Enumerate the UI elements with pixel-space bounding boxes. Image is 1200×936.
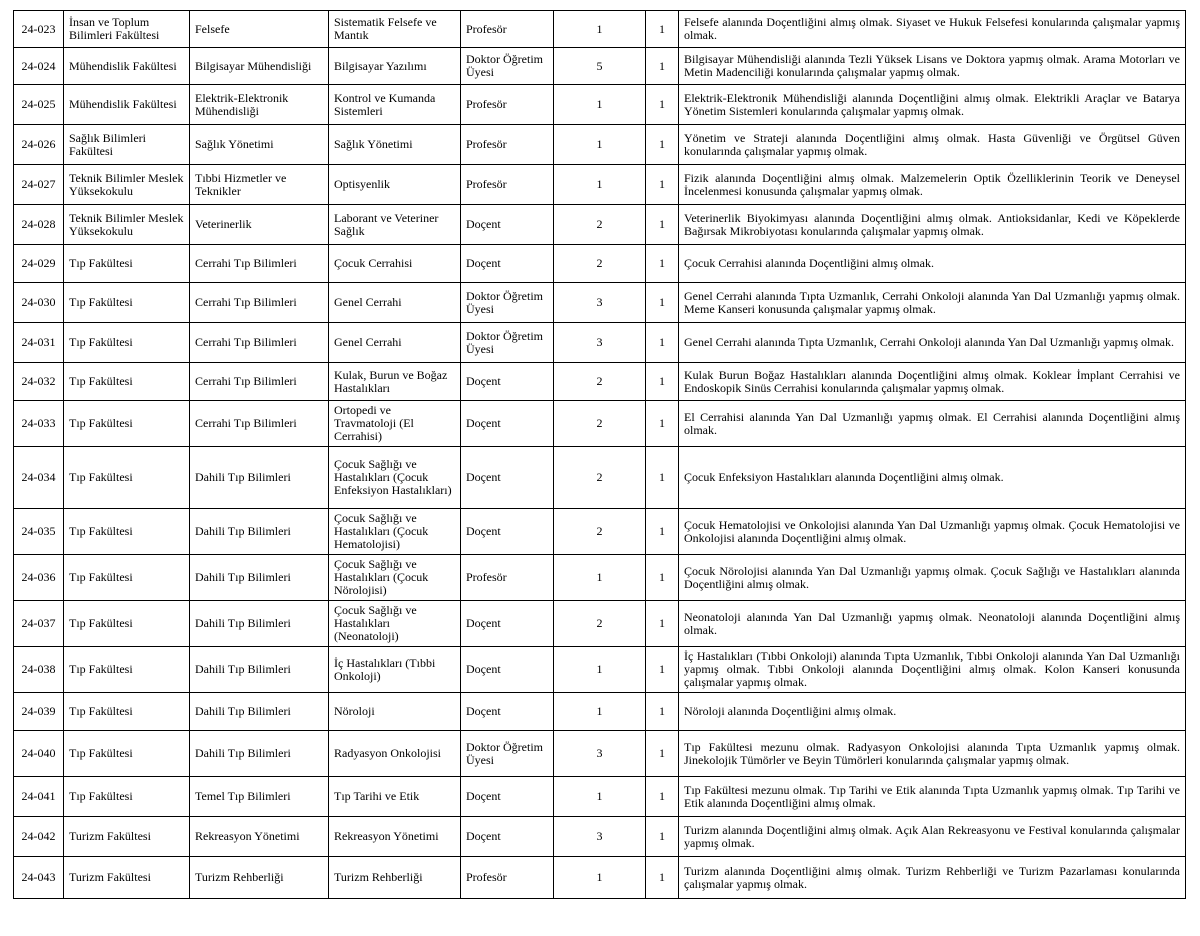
cell-count: 1: [646, 555, 679, 601]
cell-count: 1: [646, 647, 679, 693]
cell-requirement: Bilgisayar Mühendisliği alanında Tezli Yüksek Lisans ve Doktora yapmış olmak. Arama Motorları ve Metin Madenciliği konularında çalışmalar yapmış olmak.: [679, 48, 1186, 85]
cell-code: 24-032: [14, 363, 64, 401]
cell-title: Doçent: [461, 601, 554, 647]
cell-title: Doktor Öğretim Üyesi: [461, 283, 554, 323]
cell-count: 1: [646, 363, 679, 401]
cell-field: Çocuk Sağlığı ve Hastalıkları (Neonatoloji): [329, 601, 461, 647]
cell-count: 1: [646, 165, 679, 205]
cell-department: Dahili Tıp Bilimleri: [190, 601, 329, 647]
cell-faculty: Tıp Fakültesi: [64, 509, 190, 555]
cell-department: Elektrik-Elektronik Mühendisliği: [190, 85, 329, 125]
cell-faculty: Tıp Fakültesi: [64, 647, 190, 693]
cell-count: 1: [646, 245, 679, 283]
cell-requirement: Tıp Fakültesi mezunu olmak. Radyasyon Onkolojisi alanında Tıpta Uzmanlık yapmış olmak. Jinekolojik Tümörler ve Beyin Tümörleri konularında çalışmalar yapmış olmak.: [679, 731, 1186, 777]
cell-code: 24-026: [14, 125, 64, 165]
table-row: [14, 555, 1186, 601]
cell-title: Profesör: [461, 857, 554, 899]
table-row: [14, 245, 1186, 283]
cell-degree-count: 1: [554, 555, 646, 601]
cell-title: Doçent: [461, 817, 554, 857]
cell-degree-count: 3: [554, 323, 646, 363]
cell-title: Profesör: [461, 11, 554, 48]
cell-title: Doçent: [461, 245, 554, 283]
cell-field: Nöroloji: [329, 693, 461, 731]
cell-field: Bilgisayar Yazılımı: [329, 48, 461, 85]
cell-requirement: Çocuk Enfeksiyon Hastalıkları alanında Doçentliğini almış olmak.: [679, 447, 1186, 509]
cell-degree-count: 5: [554, 48, 646, 85]
table-row: [14, 777, 1186, 817]
cell-code: 24-039: [14, 693, 64, 731]
cell-count: 1: [646, 777, 679, 817]
cell-count: 1: [646, 283, 679, 323]
cell-title: Doktor Öğretim Üyesi: [461, 48, 554, 85]
cell-department: Cerrahi Tıp Bilimleri: [190, 245, 329, 283]
cell-faculty: Teknik Bilimler Meslek Yüksekokulu: [64, 165, 190, 205]
cell-code: 24-043: [14, 857, 64, 899]
cell-degree-count: 2: [554, 447, 646, 509]
cell-count: 1: [646, 125, 679, 165]
table-row: [14, 731, 1186, 777]
cell-faculty: Mühendislik Fakültesi: [64, 48, 190, 85]
cell-department: Cerrahi Tıp Bilimleri: [190, 323, 329, 363]
cell-field: Sağlık Yönetimi: [329, 125, 461, 165]
cell-department: Dahili Tıp Bilimleri: [190, 555, 329, 601]
cell-field: Turizm Rehberliği: [329, 857, 461, 899]
cell-code: 24-028: [14, 205, 64, 245]
cell-code: 24-024: [14, 48, 64, 85]
cell-count: 1: [646, 509, 679, 555]
cell-title: Doçent: [461, 693, 554, 731]
cell-faculty: Tıp Fakültesi: [64, 245, 190, 283]
cell-title: Profesör: [461, 165, 554, 205]
cell-faculty: Tıp Fakültesi: [64, 283, 190, 323]
cell-degree-count: 2: [554, 401, 646, 447]
table-row: [14, 165, 1186, 205]
table-row: [14, 205, 1186, 245]
table-row: [14, 363, 1186, 401]
cell-degree-count: 2: [554, 601, 646, 647]
table-row: [14, 817, 1186, 857]
cell-faculty: Sağlık Bilimleri Fakültesi: [64, 125, 190, 165]
table-row: [14, 323, 1186, 363]
cell-requirement: Çocuk Nörolojisi alanında Yan Dal Uzmanlığı yapmış olmak. Çocuk Sağlığı ve Hastalıkları alanında Doçentliğini almış olmak.: [679, 555, 1186, 601]
cell-requirement: Çocuk Hematolojisi ve Onkolojisi alanında Yan Dal Uzmanlığı yapmış olmak. Çocuk Hematolojisi ve Onkolojisi alanında Doçentliğini almış olmak.: [679, 509, 1186, 555]
table-row: [14, 283, 1186, 323]
cell-department: Bilgisayar Mühendisliği: [190, 48, 329, 85]
cell-title: Doçent: [461, 777, 554, 817]
cell-field: Kulak, Burun ve Boğaz Hastalıkları: [329, 363, 461, 401]
cell-count: 1: [646, 817, 679, 857]
table-row: [14, 509, 1186, 555]
cell-requirement: Çocuk Cerrahisi alanında Doçentliğini almış olmak.: [679, 245, 1186, 283]
cell-count: 1: [646, 323, 679, 363]
cell-department: Temel Tıp Bilimleri: [190, 777, 329, 817]
cell-code: 24-023: [14, 11, 64, 48]
cell-degree-count: 2: [554, 205, 646, 245]
cell-degree-count: 1: [554, 11, 646, 48]
cell-title: Doçent: [461, 205, 554, 245]
cell-faculty: Turizm Fakültesi: [64, 857, 190, 899]
cell-code: 24-025: [14, 85, 64, 125]
cell-field: Kontrol ve Kumanda Sistemleri: [329, 85, 461, 125]
cell-department: Tıbbi Hizmetler ve Teknikler: [190, 165, 329, 205]
cell-degree-count: 2: [554, 509, 646, 555]
cell-requirement: Yönetim ve Strateji alanında Doçentliğini almış olmak. Hasta Güvenliği ve Örgütsel Güven konularında çalışmalar yapmış olmak.: [679, 125, 1186, 165]
cell-field: İç Hastalıkları (Tıbbi Onkoloji): [329, 647, 461, 693]
cell-faculty: Mühendislik Fakültesi: [64, 85, 190, 125]
cell-code: 24-042: [14, 817, 64, 857]
cell-title: Doçent: [461, 401, 554, 447]
cell-code: 24-036: [14, 555, 64, 601]
cell-count: 1: [646, 48, 679, 85]
cell-title: Doçent: [461, 447, 554, 509]
cell-requirement: Genel Cerrahi alanında Tıpta Uzmanlık, Cerrahi Onkoloji alanında Yan Dal Uzmanlığı yapmış olmak. Meme Kanseri konusunda çalışmalar yapmış olmak.: [679, 283, 1186, 323]
cell-title: Profesör: [461, 125, 554, 165]
cell-department: Felsefe: [190, 11, 329, 48]
cell-faculty: Tıp Fakültesi: [64, 731, 190, 777]
cell-faculty: İnsan ve Toplum Bilimleri Fakültesi: [64, 11, 190, 48]
cell-count: 1: [646, 205, 679, 245]
cell-code: 24-035: [14, 509, 64, 555]
cell-count: 1: [646, 401, 679, 447]
cell-department: Turizm Rehberliği: [190, 857, 329, 899]
cell-requirement: Elektrik-Elektronik Mühendisliği alanında Doçentliğini almış olmak. Elektrikli Araçlar ve Batarya Yönetim Sistemleri konularında çalışmalar yapmış olmak.: [679, 85, 1186, 125]
cell-requirement: El Cerrahisi alanında Yan Dal Uzmanlığı yapmış olmak. El Cerrahisi alanında Doçentliğini almış olmak.: [679, 401, 1186, 447]
cell-requirement: Genel Cerrahi alanında Tıpta Uzmanlık, Cerrahi Onkoloji alanında Yan Dal Uzmanlığı yapmış olmak.: [679, 323, 1186, 363]
cell-degree-count: 3: [554, 283, 646, 323]
cell-code: 24-040: [14, 731, 64, 777]
cell-code: 24-034: [14, 447, 64, 509]
cell-requirement: İç Hastalıkları (Tıbbi Onkoloji) alanında Tıpta Uzmanlık, Tıbbi Onkoloji alanında Yan Dal Uzmanlığı yapmış olmak. Tıbbi Onkoloji alanında Doçentliğini almış olmak. Kolon Kanseri konusunda çalışmalar yapmış olmak.: [679, 647, 1186, 693]
cell-count: 1: [646, 731, 679, 777]
table-row: [14, 48, 1186, 85]
cell-faculty: Tıp Fakültesi: [64, 363, 190, 401]
cell-degree-count: 3: [554, 817, 646, 857]
cell-degree-count: 1: [554, 647, 646, 693]
cell-requirement: Felsefe alanında Doçentliğini almış olmak. Siyaset ve Hukuk Felsefesi konularında çalışmalar yapmış olmak.: [679, 11, 1186, 48]
cell-field: Çocuk Cerrahisi: [329, 245, 461, 283]
cell-faculty: Tıp Fakültesi: [64, 555, 190, 601]
cell-degree-count: 1: [554, 165, 646, 205]
cell-count: 1: [646, 447, 679, 509]
cell-field: Genel Cerrahi: [329, 283, 461, 323]
cell-requirement: Nöroloji alanında Doçentliğini almış olmak.: [679, 693, 1186, 731]
cell-department: Sağlık Yönetimi: [190, 125, 329, 165]
cell-requirement: Turizm alanında Doçentliğini almış olmak. Turizm Rehberliği ve Turizm Pazarlaması konularında çalışmalar yapmış olmak.: [679, 857, 1186, 899]
cell-title: Profesör: [461, 555, 554, 601]
cell-faculty: Tıp Fakültesi: [64, 323, 190, 363]
cell-title: Doçent: [461, 647, 554, 693]
cell-department: Dahili Tıp Bilimleri: [190, 693, 329, 731]
cell-count: 1: [646, 11, 679, 48]
cell-degree-count: 3: [554, 731, 646, 777]
cell-department: Rekreasyon Yönetimi: [190, 817, 329, 857]
cell-department: Dahili Tıp Bilimleri: [190, 647, 329, 693]
cell-code: 24-041: [14, 777, 64, 817]
cell-code: 24-037: [14, 601, 64, 647]
cell-code: 24-029: [14, 245, 64, 283]
cell-title: Profesör: [461, 85, 554, 125]
cell-field: Ortopedi ve Travmatoloji (El Cerrahisi): [329, 401, 461, 447]
table-row: [14, 85, 1186, 125]
cell-department: Dahili Tıp Bilimleri: [190, 509, 329, 555]
cell-count: 1: [646, 857, 679, 899]
cell-department: Cerrahi Tıp Bilimleri: [190, 363, 329, 401]
cell-degree-count: 1: [554, 777, 646, 817]
cell-department: Veterinerlik: [190, 205, 329, 245]
cell-field: Genel Cerrahi: [329, 323, 461, 363]
cell-code: 24-031: [14, 323, 64, 363]
cell-title: Doçent: [461, 509, 554, 555]
cell-faculty: Tıp Fakültesi: [64, 401, 190, 447]
cell-code: 24-030: [14, 283, 64, 323]
cell-field: Çocuk Sağlığı ve Hastalıkları (Çocuk Enfeksiyon Hastalıkları): [329, 447, 461, 509]
cell-title: Doçent: [461, 363, 554, 401]
cell-faculty: Tıp Fakültesi: [64, 693, 190, 731]
cell-department: Cerrahi Tıp Bilimleri: [190, 283, 329, 323]
table-row: [14, 857, 1186, 899]
cell-requirement: Veterinerlik Biyokimyası alanında Doçentliğini almış olmak. Antioksidanlar, Kedi ve Köpeklerde Bağırsak Mikrobiyotası konularında çalışmalar yapmış olmak.: [679, 205, 1186, 245]
cell-degree-count: 1: [554, 693, 646, 731]
cell-field: Sistematik Felsefe ve Mantık: [329, 11, 461, 48]
cell-faculty: Tıp Fakültesi: [64, 447, 190, 509]
cell-faculty: Tıp Fakültesi: [64, 777, 190, 817]
table-row: [14, 647, 1186, 693]
table-row: [14, 601, 1186, 647]
table-row: [14, 693, 1186, 731]
positions-table-body: [14, 11, 1186, 899]
table-row: [14, 401, 1186, 447]
cell-count: 1: [646, 693, 679, 731]
cell-department: Cerrahi Tıp Bilimleri: [190, 401, 329, 447]
cell-requirement: Neonatoloji alanında Yan Dal Uzmanlığı yapmış olmak. Neonatoloji alanında Doçentliğini almış olmak.: [679, 601, 1186, 647]
cell-requirement: Kulak Burun Boğaz Hastalıkları alanında Doçentliğini almış olmak. Koklear İmplant Cerrahisi ve Endoskopik Sinüs Cerrahisi konularında çalışmalar yapmış olmak.: [679, 363, 1186, 401]
cell-faculty: Turizm Fakültesi: [64, 817, 190, 857]
cell-field: Tıp Tarihi ve Etik: [329, 777, 461, 817]
cell-title: Doktor Öğretim Üyesi: [461, 323, 554, 363]
table-row: [14, 11, 1186, 48]
cell-field: Optisyenlik: [329, 165, 461, 205]
cell-count: 1: [646, 85, 679, 125]
cell-field: Çocuk Sağlığı ve Hastalıkları (Çocuk Nörolojisi): [329, 555, 461, 601]
cell-code: 24-038: [14, 647, 64, 693]
table-row: [14, 125, 1186, 165]
cell-field: Rekreasyon Yönetimi: [329, 817, 461, 857]
cell-department: Dahili Tıp Bilimleri: [190, 731, 329, 777]
cell-degree-count: 2: [554, 245, 646, 283]
table-row: [14, 447, 1186, 509]
cell-field: Radyasyon Onkolojisi: [329, 731, 461, 777]
cell-code: 24-033: [14, 401, 64, 447]
cell-department: Dahili Tıp Bilimleri: [190, 447, 329, 509]
cell-title: Doktor Öğretim Üyesi: [461, 731, 554, 777]
cell-degree-count: 1: [554, 85, 646, 125]
positions-table: [13, 10, 1186, 899]
cell-requirement: Turizm alanında Doçentliğini almış olmak. Açık Alan Rekreasyonu ve Festival konularında çalışmalar yapmış olmak.: [679, 817, 1186, 857]
cell-degree-count: 2: [554, 363, 646, 401]
cell-field: Laborant ve Veteriner Sağlık: [329, 205, 461, 245]
cell-requirement: Tıp Fakültesi mezunu olmak. Tıp Tarihi ve Etik alanında Tıpta Uzmanlık yapmış olmak. Tıp Tarihi ve Etik alanında Doçentliğini almış olmak.: [679, 777, 1186, 817]
cell-code: 24-027: [14, 165, 64, 205]
cell-degree-count: 1: [554, 857, 646, 899]
cell-faculty: Tıp Fakültesi: [64, 601, 190, 647]
cell-degree-count: 1: [554, 125, 646, 165]
cell-requirement: Fizik alanında Doçentliğini almış olmak. Malzemelerin Optik Özelliklerinin Teorik ve Deneysel İncelenmesi konusunda çalışmalar yapmış olmak.: [679, 165, 1186, 205]
cell-count: 1: [646, 601, 679, 647]
cell-field: Çocuk Sağlığı ve Hastalıkları (Çocuk Hematolojisi): [329, 509, 461, 555]
cell-faculty: Teknik Bilimler Meslek Yüksekokulu: [64, 205, 190, 245]
